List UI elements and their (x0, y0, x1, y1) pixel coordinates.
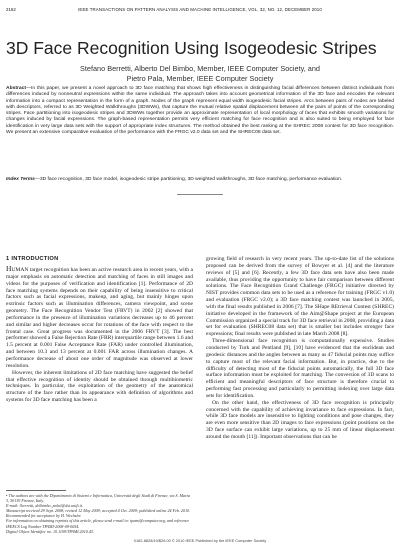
drop-cap: H (6, 264, 12, 273)
author-line-1: Stefano Berretti, Alberto Del Bimbo, Member, IEEE Computer Society, and (80, 64, 320, 73)
intro-paragraph-1: HUMAN target recognition has been an active research area in recent years, with a major emphasis on automatic detection and matching of faces in still images and videos for the purposes of verification and identification [1]. Performance of 2D face matching systems depends on their capability of being insensitive to critical factors such as facial expressions, makeup, and aging, but mainly hinges upon extrinsic factors such as illumination differences, camera viewpoint, and scene geometry. The Face Recognition Vendor Test (FRVT) in 2002 [2] showed that performance in the presence of illumination variations decreases up to 46 percent and similar and higher decreases occur for rotations of the face with respect to the frontal case. Great progress was documented in the 2006 FRVT [3]. The best performer showed a False Rejection Rate (FRR) interquartile range between 1.6 and 1.5 percent at 0.001 False Acceptance Rate (FAR) under controlled illumination, and between 10.3 and 13 percent at 0.001 FAR across illumination changes. A performance decrease of about one order of magnitude was observed at lower resolution. (6, 264, 193, 369)
footnote-affiliation: • The authors are with the Dipartimento di Sistemi e Informatica, Università degli Studi di Firenze, via S. Marta 3, 50139 Firenze, Italy. (6, 493, 190, 504)
index-terms-text: —3D face recognition, 3D face model, isogeodesic stripe partitioning, 3D weighted walkthroughs, 3D face matching, performance evaluation. (34, 177, 343, 182)
right-column (206, 256, 394, 441)
abstract (6, 86, 394, 136)
abstract-divider (177, 194, 223, 195)
footnote-reprints: For information on obtaining reprints of this article, please send e-mail to: tpami@computer.org, and reference IEEECS Log Number TPAMI-2008-09-0654. (6, 518, 190, 529)
intro-paragraph-3: growing field of research in very recent years. The up-to-date list of the solutions proposed can be derived from the survey of Bowyer et al. [4] and the literature reviews of [5] and [6]. Recently, a few 3D face data sets have also been made available, thus providing the opportunity to have fair comparison between different solutions. The Face Recognition Grand Challenge (FRGC) initiative directed by NIST provides common data sets to be used as a reference for training (FRGC v1.0) and evaluation (FRGC v2.0); a 3D face matching contest was launched in 2005, with the final results published in 2006 [7]. The SHape REtrieval Contest (SHREC) initiative developed in the framework of the Aim@Shape project at the European Commission organized a special track for 3D face retrieval in 2008, providing a data set for evaluation (SHREC08 data set) that is smaller but includes stronger face expressions; final results were published in late March 2008 [8]. (206, 256, 394, 338)
footnote-rule (6, 490, 66, 491)
author-line-2: Pietro Pala, Member, IEEE Computer Society (126, 74, 274, 83)
journal-running-head: IEEE TRANSACTIONS ON PATTERN ANALYSIS AND MACHINE INTELLIGENCE, VOL. 32, NO. 12, DECEMBER 2010 (78, 7, 322, 12)
section-heading: 1 INTRODUCTION (6, 256, 59, 262)
running-header (6, 7, 394, 15)
intro-paragraph-2: However, the inherent limitations of 2D face matching have suggested the belief that effective recognition of identity should be obtained through multibiometric techniques. In particular, the exploitation of the geometry of the anatomical structure of the face rather than its appearance with definition of algorithms and systems for 3D face matching has been a (6, 369, 193, 404)
copyright-line: 0162-8828/10/$26.00 © 2010 IEEE Published by the IEEE Computer Society (133, 538, 267, 543)
intro-paragraph-4: Three-dimensional face recognition is computationally expensive. Studies conducted by Turk and Pentland [9], [10] have evidenced that the euclidean and geodesic distances and the angles between as many as 47 fiducial points may suffice to capture most of the relevant facial information. But, in practice, due to the difficulty of detecting most of the fiducial points automatically, the full 3D face surface information must be exploited for matching. The conversion of 3D scans to efficient and meaningful descriptors of face structure is therefore crucial to performing fast processing and particularly to permitting indexing over large data sets for identification. (206, 338, 394, 399)
paper-title: 3D Face Recognition Using Isogeodesic Stripes (6, 38, 377, 58)
abstract-label: Abstract (6, 86, 27, 91)
left-column (6, 266, 193, 404)
footnotes (6, 490, 193, 534)
index-terms (6, 177, 394, 183)
index-terms-label: Index Terms (6, 177, 35, 182)
abstract-text: —In this paper, we present a novel approach to 3D face matching that shows high effectiveness in distinguishing facial differences between distinct individuals from differences induced by nonneutral expressions within the same individual. The approach takes into account geometrical information of the 3D face and encodes the relevant information into a compact representation in the form of a graph. Nodes of the graph represent equal width isogeodesic facial stripes. Arcs between pairs of nodes are labeled with descriptors, referred to as 3D Weighted Walkthroughs (3DWWs), that capture the mutual relative spatial displacement between all the pairs of points of the corresponding stripes. Face partitioning into isogeodesic stripes and 3DWWs together provide an approximate representation of local morphology of faces that exhibits smooth variations for changes induced by facial expressions. The graph-based representation permits very efficient matching for face recognition and is also suited to being employed for face identification in very large data sets with the support of appropriate index structures. The method obtained the best ranking at the SHREC 2008 contest for 3D face recognition. We present an extensive comparative evaluation of the performance with the FRGC v2.0 data set and the SHREC08 data set. (6, 86, 394, 135)
intro-paragraph-5: On the other hand, the effectiveness of 3D face recognition is principally concerned with the capability of achieving invariance to face expressions. In fact, while 3D face models are insensitive to lighting conditions and pose changes, they are even more sensitive than 2D images to face expressions (point positions on the 3D face surface can exhibit large variations, up to 25 mm of linear displacement around the mouth [11]). Important observations that can be (206, 399, 394, 440)
footnote-email: E-mail: {berretti, delbimbo, pala}@dsi.unifi.it. (6, 503, 83, 509)
page-number: 2162 (6, 7, 16, 12)
footnote-recommended: Recommended for acceptance by H. Wechsler. (6, 513, 82, 519)
footnote-doi: Digital Object Identifier no. 10.1109/TPAMI.2010.43. (6, 528, 94, 534)
footnote-manuscript: Manuscript received 29 Sept. 2008; revised 12 May 2009; accepted 4 Oct. 2009; published online 24 Feb. 2010. (6, 508, 191, 514)
author-block (0, 64, 400, 84)
